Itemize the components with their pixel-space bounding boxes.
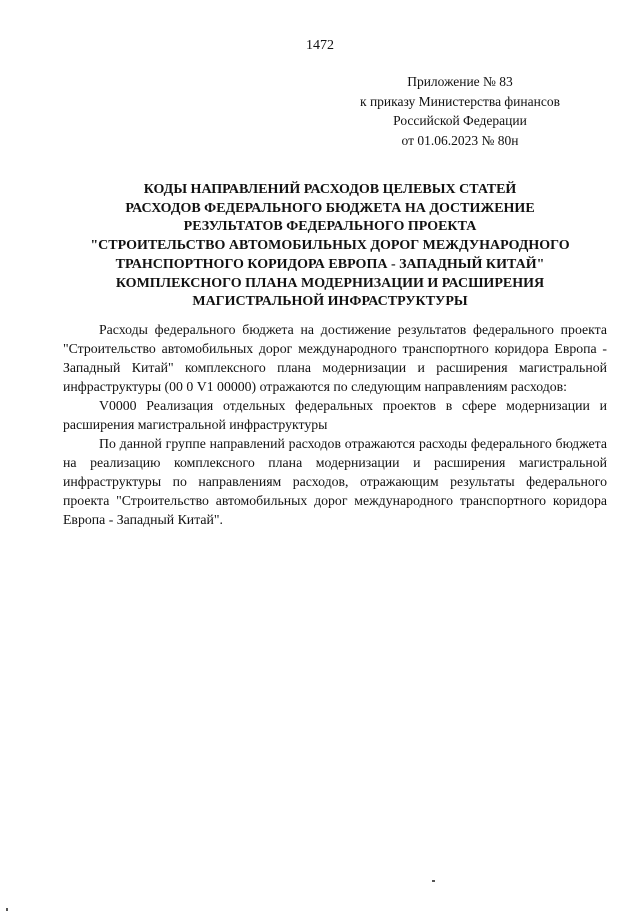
appendix-date: от 01.06.2023 № 80н xyxy=(401,132,519,148)
document-title xyxy=(60,181,600,312)
appendix-number: Приложение № 83 xyxy=(407,74,513,89)
body-paragraph-code: V0000 Реализация отдельных федеральных проектов в сфере модернизации и расширения магистральной инфраструктуры xyxy=(63,398,607,432)
page-number: 1472 xyxy=(306,38,334,53)
appendix-authority: Российской Федерации xyxy=(393,113,527,128)
title-line: МАГИСТРАЛЬНОЙ ИНФРАСТРУКТУРЫ xyxy=(192,294,468,310)
title-line: РАСХОДОВ ФЕДЕРАЛЬНОГО БЮДЖЕТА НА ДОСТИЖЕНИЕ xyxy=(125,200,535,216)
title-line: КОМПЛЕКСНОГО ПЛАНА МОДЕРНИЗАЦИИ И РАСШИРЕНИЯ xyxy=(115,275,545,291)
title-line: КОДЫ НАПРАВЛЕНИЙ РАСХОДОВ ЦЕЛЕВЫХ СТАТЕЙ xyxy=(143,182,517,197)
body-paragraph-description: По данной группе направлений расходов отражаются расходы федерального бюджета на реализацию комплексного плана модернизации и расширения магистральной инфраструктуры по направлениям расходов, отражающим результаты федерального проекта "Строительство автомобильных дорог международного транспортного коридора Европа - Западный Китай". xyxy=(63,436,607,527)
title-line: ТРАНСПОРТНОГО КОРИДОРА ЕВРОПА - ЗАПАДНЫЙ КИТАЙ" xyxy=(115,256,545,272)
document-body xyxy=(63,320,607,529)
appendix-order-ref: к приказу Министерства финансов xyxy=(360,93,560,109)
scan-speck xyxy=(6,908,8,911)
scan-speck xyxy=(432,880,435,882)
appendix-block xyxy=(330,72,590,150)
body-paragraph-intro: Расходы федерального бюджета на достижение результатов федерального проекта "Строительство автомобильных дорог международного транспортного коридора Европа - Западный Китай" комплексного плана модернизации и расширения магистральной инфраструктуры (00 0 V1 00000) отражаются по следующим направлениям расходов: xyxy=(63,322,607,394)
title-line: РЕЗУЛЬТАТОВ ФЕДЕРАЛЬНОГО ПРОЕКТА xyxy=(183,219,477,235)
title-line: "СТРОИТЕЛЬСТВО АВТОМОБИЛЬНЫХ ДОРОГ МЕЖДУНАРОДНОГО xyxy=(90,238,570,254)
